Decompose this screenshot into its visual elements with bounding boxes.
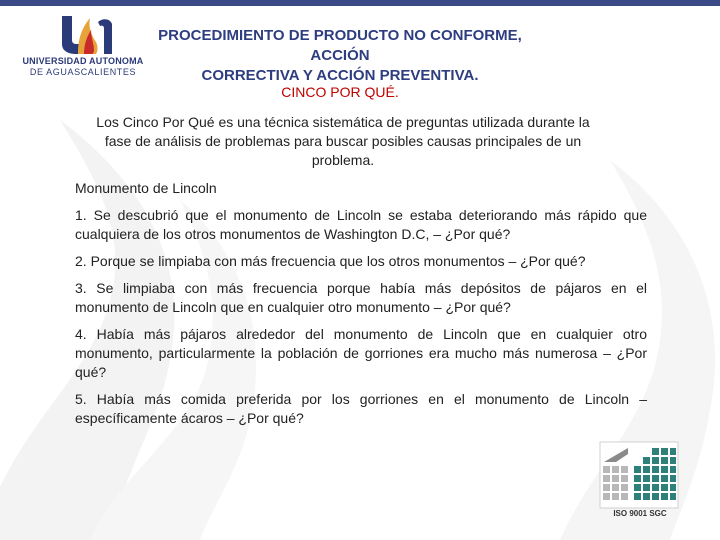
- why-item: 2. Porque se limpiaba con más frecuencia que los otros monumentos – ¿Por qué?: [75, 253, 586, 269]
- university-logo: [18, 14, 148, 84]
- example-subtitle: Monumento de Lincoln: [75, 180, 217, 196]
- university-subtitle: DE AGUASCALIENTES: [29, 67, 137, 77]
- intro-paragraph: Los Cinco Por Qué es una técnica sistemática de preguntas utilizada durante la fase de análisis de problemas para buscar posibles causas principales de un problema.: [96, 114, 590, 168]
- iso-label: ISO 9001 SGC: [613, 509, 667, 518]
- page-title-line-2: CORRECTIVA Y ACCIÓN PREVENTIVA.: [201, 67, 479, 84]
- university-emblem-icon: [18, 14, 148, 56]
- why-item: 5. Había más comida preferida por los gorriones en el monumento de Lincoln – específicamente ácaros – ¿Por qué?: [75, 391, 647, 426]
- why-item: 1. Se descubrió que el monumento de Lincoln se estaba deteriorando más rápido que cualquiera de los otros monumentos de Washington D.C, – ¿Por qué?: [75, 207, 647, 242]
- page-title: [150, 26, 530, 86]
- university-name: UNIVERSIDAD AUTONOMA: [22, 56, 144, 66]
- why-item: 4. Había más pájaros alrededor del monumento de Lincoln que en cualquier otro monumento, particularmente la población de gorriones era mucho más numerosa – ¿Por qué?: [75, 326, 647, 380]
- section-title: CINCO POR QUÉ.: [281, 84, 399, 100]
- example-content: [75, 179, 647, 436]
- why-item: 3. Se limpiaba con más frecuencia porque había más depósitos de pájaros en el monumento de Lincoln que en cualquier otro monumento – ¿Por qué?: [75, 280, 647, 315]
- page-title-line-1: PROCEDIMIENTO DE PRODUCTO NO CONFORME, ACCIÓN: [158, 27, 522, 64]
